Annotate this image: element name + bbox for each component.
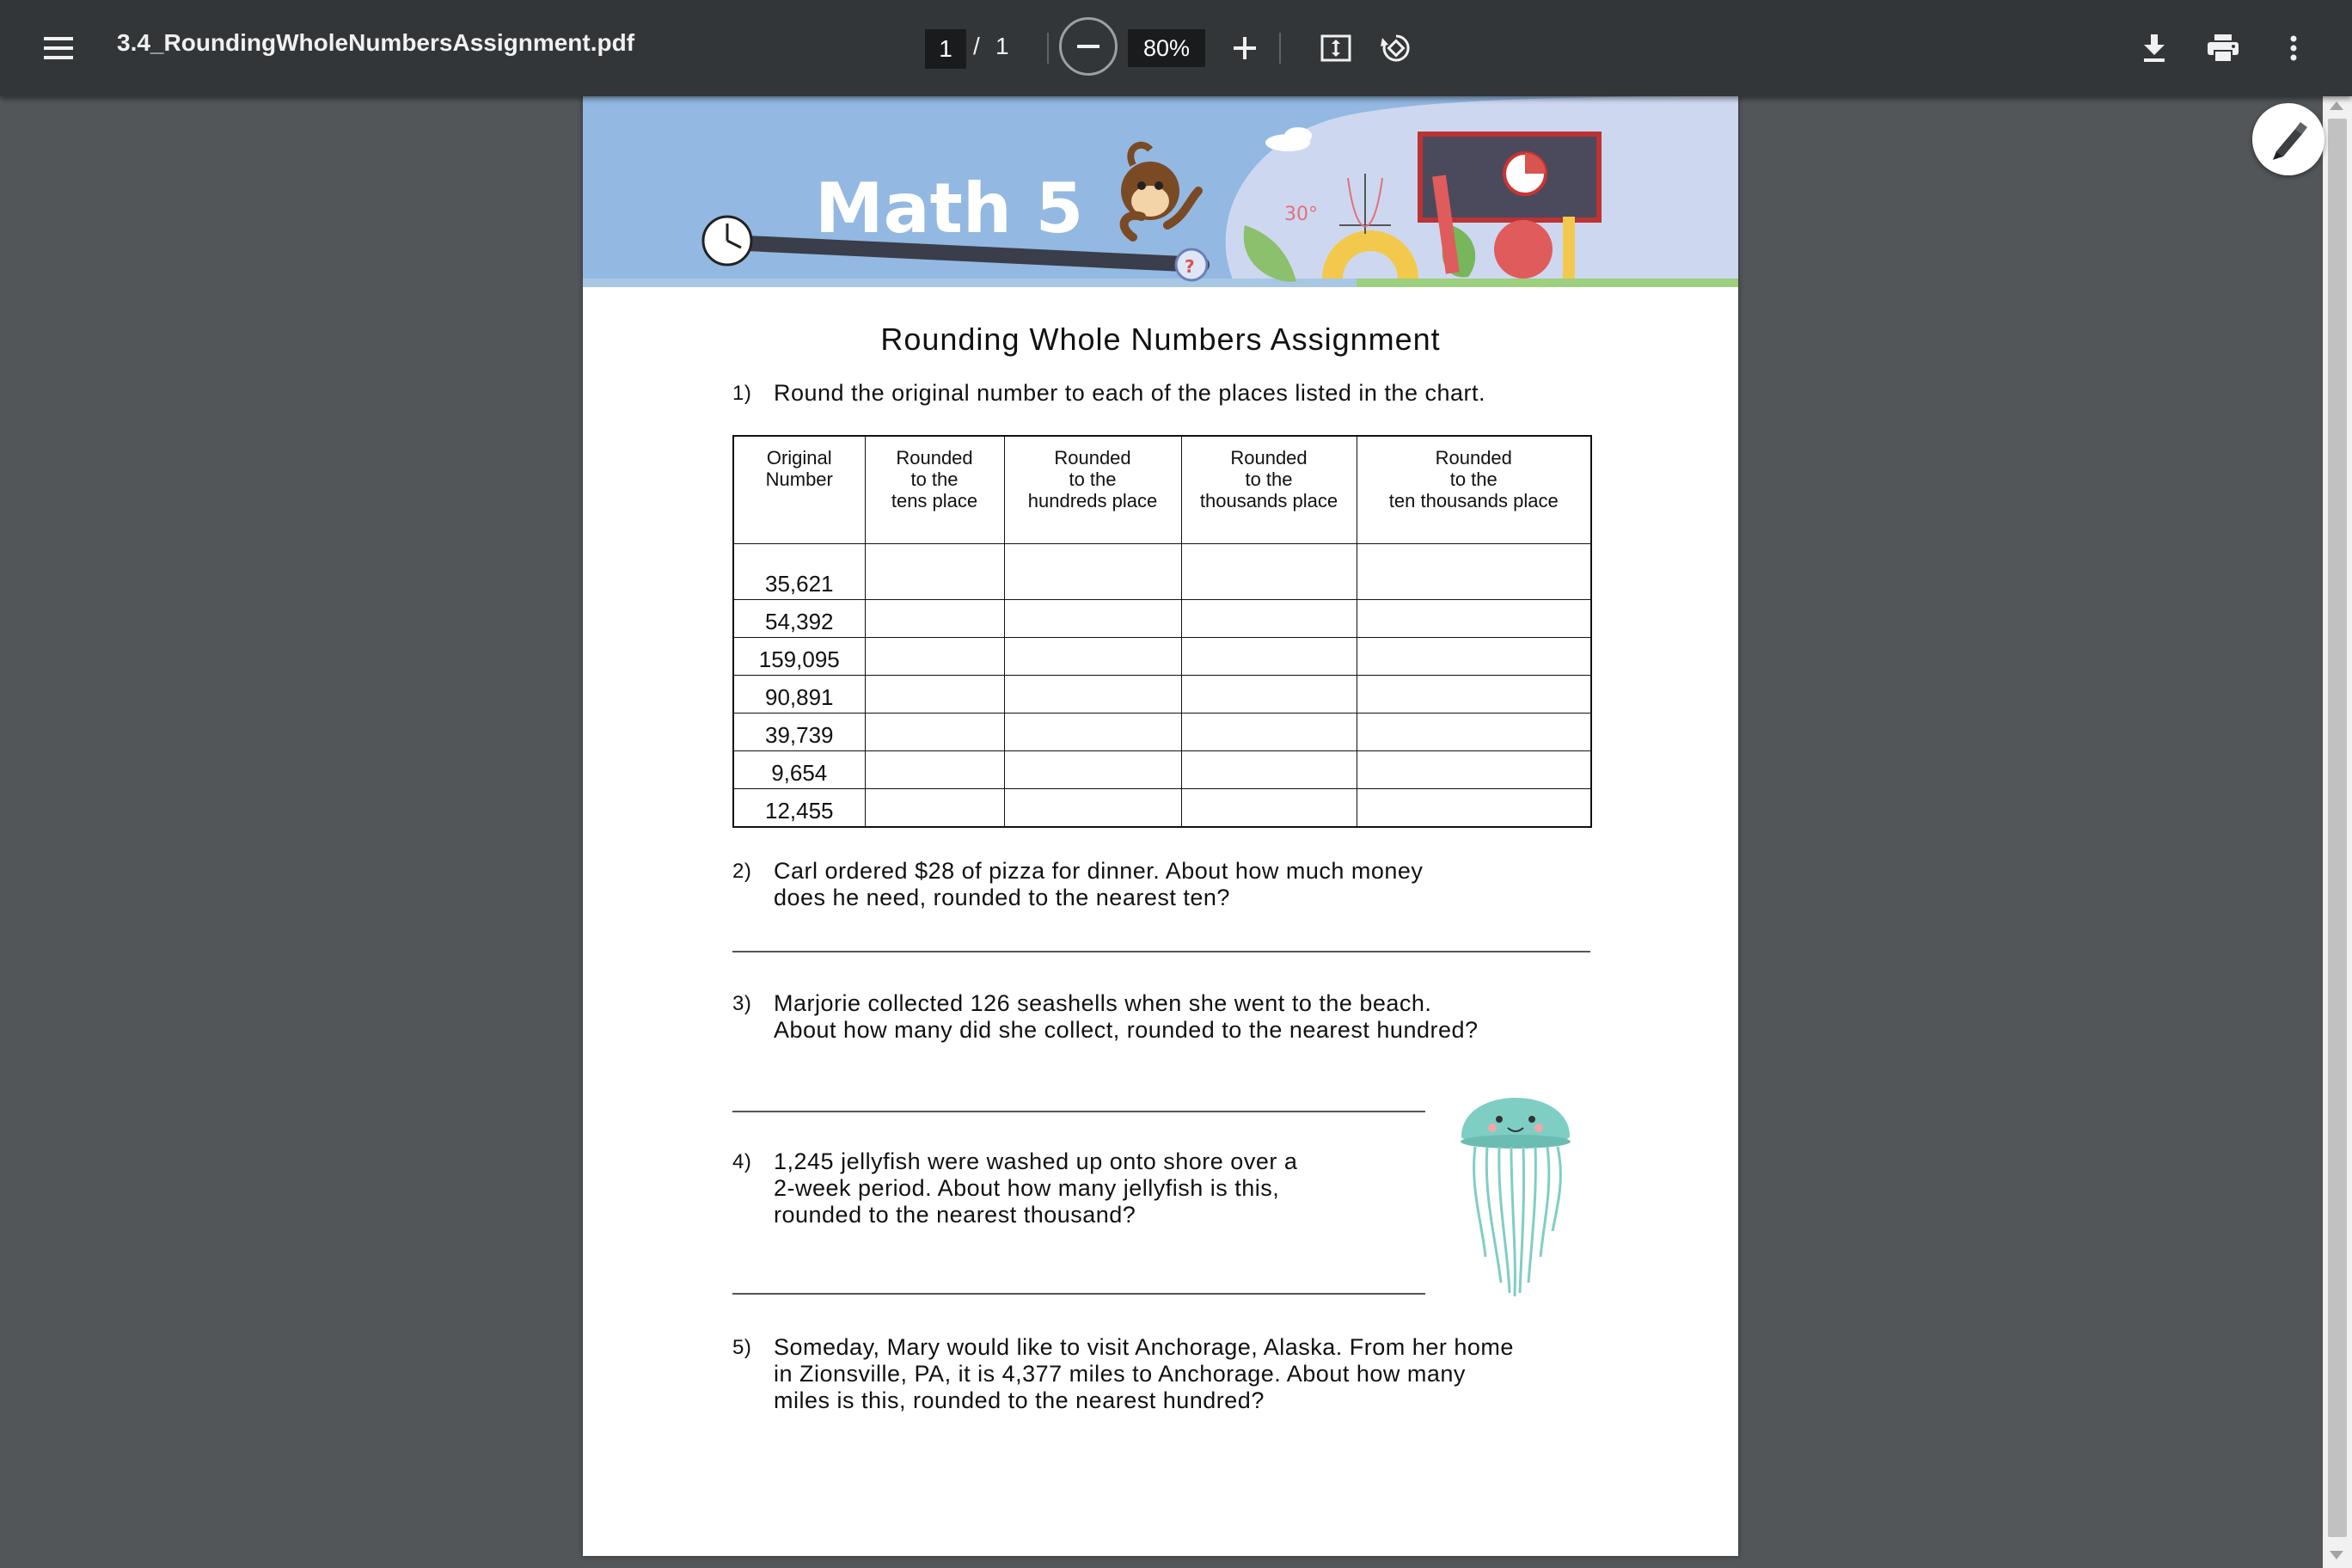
- clock-icon: [703, 217, 751, 265]
- original-number-cell: 9,654: [733, 751, 865, 789]
- document-title: 3.4_RoundingWholeNumbersAssignment.pdf: [117, 29, 635, 56]
- menu-button[interactable]: [34, 24, 83, 72]
- jellyfish-illustration: [1451, 1068, 1580, 1300]
- fit-to-page-button[interactable]: [1312, 24, 1360, 72]
- zoom-out-icon: [1077, 45, 1099, 48]
- rounding-chart: [732, 435, 1592, 828]
- page-number-input[interactable]: [925, 29, 966, 69]
- original-number-cell: 54,392: [733, 600, 865, 638]
- course-title: Math 5: [815, 168, 1084, 248]
- question-text: Carl ordered $28 of pizza for dinner. About how much money does he need, rounded to the nearest ten?: [774, 858, 1424, 910]
- answer-cell[interactable]: [1181, 638, 1357, 676]
- question-number: 4): [732, 1150, 752, 1173]
- answer-line[interactable]: [732, 1111, 1425, 1112]
- answer-cell[interactable]: [1181, 600, 1357, 638]
- menu-icon: [44, 37, 73, 59]
- answer-cell[interactable]: [1357, 751, 1591, 789]
- pdf-toolbar: [0, 0, 2352, 96]
- answer-cell[interactable]: [1357, 714, 1591, 751]
- answer-cell[interactable]: [865, 638, 1004, 676]
- table-row: [733, 638, 1591, 676]
- original-number-cell: 12,455: [733, 789, 865, 828]
- header-tens-place: Rounded to the tens place: [865, 436, 1004, 544]
- header-thousands-place: Rounded to the thousands place: [1181, 436, 1357, 544]
- question-number: 2): [732, 860, 752, 883]
- table-row: [733, 544, 1591, 600]
- question-number: 5): [732, 1336, 752, 1359]
- question-number: 1): [732, 382, 752, 405]
- answer-cell[interactable]: [1181, 751, 1357, 789]
- answer-cell[interactable]: [1004, 638, 1181, 676]
- original-number-cell: 90,891: [733, 676, 865, 714]
- header-original-number: Original Number: [733, 436, 865, 544]
- answer-cell[interactable]: [865, 789, 1004, 828]
- answer-cell[interactable]: [1357, 789, 1591, 828]
- rotate-button[interactable]: [1372, 24, 1420, 72]
- rotate-icon: [1381, 33, 1412, 64]
- print-button[interactable]: [2199, 24, 2247, 72]
- toolbar-divider: [1279, 33, 1281, 64]
- answer-cell[interactable]: [865, 676, 1004, 714]
- answer-line[interactable]: [732, 951, 1590, 952]
- table-row: [733, 600, 1591, 638]
- scroll-up-arrow-icon[interactable]: [2330, 101, 2343, 110]
- answer-cell[interactable]: [865, 600, 1004, 638]
- question-number: 3): [732, 992, 752, 1015]
- pdf-page: [583, 96, 1738, 1556]
- scroll-down-arrow-icon[interactable]: [2330, 1551, 2343, 1559]
- zoom-in-button[interactable]: [1221, 24, 1269, 72]
- original-number-cell: 39,739: [733, 714, 865, 751]
- answer-cell[interactable]: [1357, 544, 1591, 600]
- answer-cell[interactable]: [1357, 600, 1591, 638]
- math-banner: [583, 96, 1738, 287]
- table-row: [733, 751, 1591, 789]
- answer-cell[interactable]: [865, 751, 1004, 789]
- original-number-cell: 159,095: [733, 638, 865, 676]
- header-hundreds-place: Rounded to the hundreds place: [1004, 436, 1181, 544]
- zoom-in-icon: [1234, 37, 1256, 59]
- angle-label: 30°: [1284, 204, 1318, 225]
- question-text: Someday, Mary would like to visit Anchorage, Alaska. From her home in Zionsville, PA, it is 4,377 miles to Anchorage. About how many miles is this, rounded to the nearest hundred?: [774, 1334, 1514, 1413]
- print-icon: [2208, 34, 2239, 62]
- answer-cell[interactable]: [1004, 600, 1181, 638]
- pen-icon: [2266, 117, 2311, 162]
- answer-cell[interactable]: [1004, 676, 1181, 714]
- toolbar-divider: [1047, 33, 1049, 64]
- answer-cell[interactable]: [1181, 789, 1357, 828]
- more-vert-icon: [2290, 35, 2297, 61]
- answer-cell[interactable]: [865, 714, 1004, 751]
- question-text: Round the original number to each of the places listed in the chart.: [774, 380, 1485, 406]
- table-row: [733, 676, 1591, 714]
- question-mark: ?: [1185, 256, 1195, 277]
- header-ten-thousands-place: Rounded to the ten thousands place: [1357, 436, 1591, 544]
- answer-cell[interactable]: [1004, 751, 1181, 789]
- worksheet-title: Rounding Whole Numbers Assignment: [880, 322, 1441, 357]
- table-row: [733, 714, 1591, 751]
- download-button[interactable]: [2130, 24, 2178, 72]
- page-separator: /: [973, 33, 980, 59]
- original-number-cell: 35,621: [733, 544, 865, 600]
- annotate-button[interactable]: [2252, 103, 2324, 175]
- answer-cell[interactable]: [1357, 676, 1591, 714]
- table-row: [733, 789, 1591, 828]
- answer-cell[interactable]: [1181, 714, 1357, 751]
- answer-cell[interactable]: [1181, 676, 1357, 714]
- answer-cell[interactable]: [1004, 789, 1181, 828]
- zoom-out-button[interactable]: [1059, 17, 1118, 76]
- scrollbar-thumb[interactable]: [2328, 119, 2347, 1537]
- question-text: 1,245 jellyfish were washed up onto shore over a 2-week period. About how many jellyfish is this, rounded to the nearest thousand?: [774, 1148, 1298, 1228]
- question-text: Marjorie collected 126 seashells when she went to the beach. About how many did she collect, rounded to the nearest hundred?: [774, 990, 1479, 1043]
- more-actions-button[interactable]: [2269, 24, 2318, 72]
- answer-cell[interactable]: [865, 544, 1004, 600]
- fit-page-icon: [1320, 34, 1351, 62]
- answer-line[interactable]: [732, 1293, 1425, 1295]
- download-icon: [2142, 34, 2166, 62]
- answer-cell[interactable]: [1004, 544, 1181, 600]
- answer-cell[interactable]: [1004, 714, 1181, 751]
- total-pages: 1: [995, 33, 1009, 59]
- table-header-row: [733, 436, 1591, 544]
- vertical-scrollbar[interactable]: [2323, 96, 2352, 1568]
- answer-cell[interactable]: [1357, 638, 1591, 676]
- zoom-level[interactable]: 80%: [1128, 29, 1205, 67]
- answer-cell[interactable]: [1181, 544, 1357, 600]
